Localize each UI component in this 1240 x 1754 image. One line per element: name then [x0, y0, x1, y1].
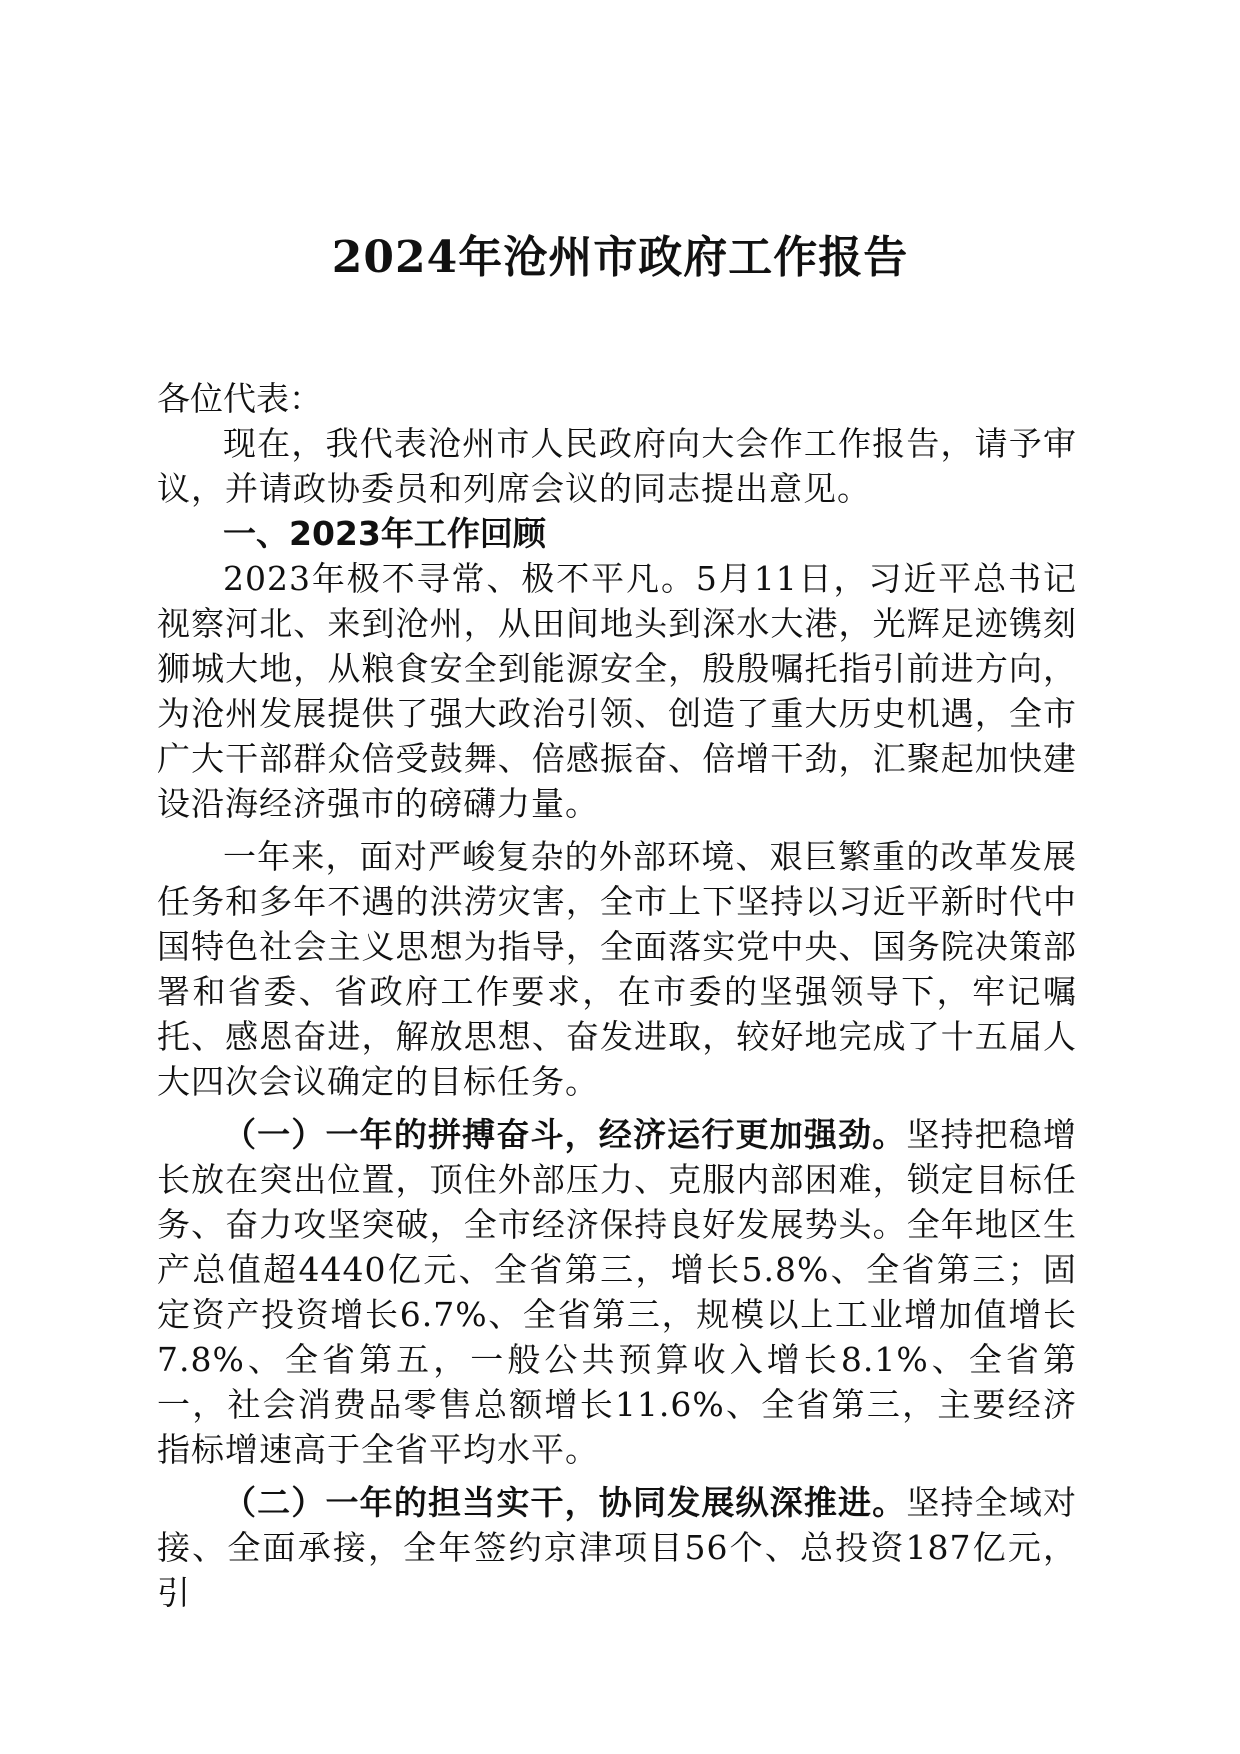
subsection-2-text: 坚持全域对接、全面承接，全年签约京津项目56个、总投资187亿元，引 — [157, 1483, 1078, 1612]
subsection-1-lead: （一）一年的拼搏奋斗，经济运行更加强劲。 — [223, 1115, 907, 1154]
intro-paragraph: 现在，我代表沧州市人民政府向大会作工作报告，请予审议，并请政协委员和列席会议的同志提出意见。 — [157, 424, 1077, 508]
subsection-2 — [157, 1480, 1077, 1615]
subsection-1-text: 坚持把稳增长放在突出位置，顶住外部压力、克服内部困难，锁定目标任务、奋力攻坚突破，全市经济保持良好发展势头。全年地区生产总值超4440亿元、全省第三，增长5.8%、全省第三；固定资产投资增长6.7%、全省第三，规模以上工业增加值增长7.8%、全省第五，一般公共预算收入增长8.1%、全省第一，社会消费品零售总额增长11.6%、全省第三，主要经济指标增速高于全省平均水平。 — [157, 1115, 1078, 1469]
salutation: 各位代表： — [157, 379, 322, 418]
subsection-2-lead: （二）一年的担当实干，协同发展纵深推进。 — [223, 1483, 907, 1522]
subsection-1 — [157, 1112, 1077, 1472]
section-heading: 一、2023年工作回顾 — [223, 514, 546, 553]
paragraph-2: 一年来，面对严峻复杂的外部环境、艰巨繁重的改革发展任务和多年不遇的洪涝灾害，全市上下坚持以习近平新时代中国特色社会主义思想为指导，全面落实党中央、国务院决策部署和省委、省政府工作要求，在市委的坚强领导下，牢记嘱托、感恩奋进，解放思想、奋发进取，较好地完成了十五届人大四次会议确定的目标任务。 — [157, 837, 1077, 1101]
document-body — [157, 376, 1077, 1615]
paragraph-1: 2023年极不寻常、极不平凡。5月11日，习近平总书记视察河北、来到沧州，从田间地头到深水大港，光辉足迹镌刻狮城大地，从粮食安全到能源安全，殷殷嘱托指引前进方向，为沧州发展提供了强大政治引领、创造了重大历史机遇，全市广大干部群众倍受鼓舞、倍感振奋、倍增干劲，汇聚起加快建设沿海经济强市的磅礴力量。 — [157, 559, 1077, 823]
document-title: 2024年沧州市政府工作报告 — [331, 232, 909, 283]
